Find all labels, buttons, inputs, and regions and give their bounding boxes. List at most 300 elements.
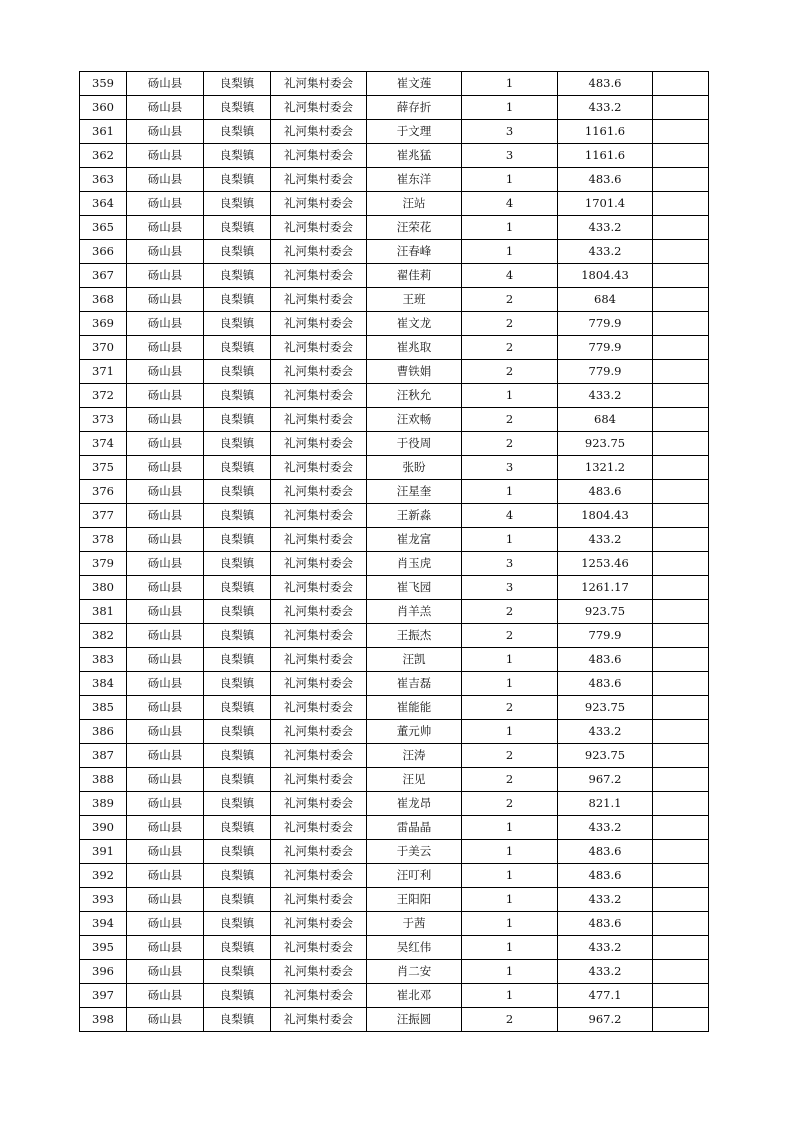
town-cell: 良梨镇 bbox=[204, 576, 271, 600]
amount-cell: 1161.6 bbox=[558, 120, 653, 144]
name-cell: 汪凯 bbox=[367, 648, 462, 672]
amount-cell: 967.2 bbox=[558, 768, 653, 792]
county-cell: 砀山县 bbox=[127, 672, 204, 696]
table-row bbox=[80, 840, 709, 864]
name-cell: 汪欢畅 bbox=[367, 408, 462, 432]
table-row bbox=[80, 96, 709, 120]
county-cell: 砀山县 bbox=[127, 888, 204, 912]
amount-cell: 1161.6 bbox=[558, 144, 653, 168]
county-cell: 砀山县 bbox=[127, 600, 204, 624]
village-committee-cell: 礼河集村委会 bbox=[271, 648, 367, 672]
amount-cell: 433.2 bbox=[558, 528, 653, 552]
amount-cell: 483.6 bbox=[558, 864, 653, 888]
town-cell: 良梨镇 bbox=[204, 144, 271, 168]
town-cell: 良梨镇 bbox=[204, 1008, 271, 1032]
row-number-cell: 386 bbox=[80, 720, 127, 744]
amount-cell: 433.2 bbox=[558, 96, 653, 120]
county-cell: 砀山县 bbox=[127, 552, 204, 576]
table-row bbox=[80, 600, 709, 624]
village-committee-cell: 礼河集村委会 bbox=[271, 912, 367, 936]
remarks-cell bbox=[653, 792, 709, 816]
village-committee-cell: 礼河集村委会 bbox=[271, 336, 367, 360]
town-cell: 良梨镇 bbox=[204, 312, 271, 336]
name-cell: 汪春峰 bbox=[367, 240, 462, 264]
table-row bbox=[80, 360, 709, 384]
household-size-cell: 1 bbox=[462, 720, 558, 744]
row-number-cell: 393 bbox=[80, 888, 127, 912]
household-size-cell: 1 bbox=[462, 96, 558, 120]
village-committee-cell: 礼河集村委会 bbox=[271, 840, 367, 864]
amount-cell: 1253.46 bbox=[558, 552, 653, 576]
county-cell: 砀山县 bbox=[127, 384, 204, 408]
name-cell: 崔兆猛 bbox=[367, 144, 462, 168]
town-cell: 良梨镇 bbox=[204, 984, 271, 1008]
name-cell: 于文理 bbox=[367, 120, 462, 144]
row-number-cell: 378 bbox=[80, 528, 127, 552]
household-size-cell: 2 bbox=[462, 792, 558, 816]
town-cell: 良梨镇 bbox=[204, 552, 271, 576]
county-cell: 砀山县 bbox=[127, 696, 204, 720]
county-cell: 砀山县 bbox=[127, 288, 204, 312]
table-row bbox=[80, 432, 709, 456]
name-cell: 崔龙富 bbox=[367, 528, 462, 552]
village-committee-cell: 礼河集村委会 bbox=[271, 960, 367, 984]
town-cell: 良梨镇 bbox=[204, 624, 271, 648]
village-committee-cell: 礼河集村委会 bbox=[271, 432, 367, 456]
name-cell: 吴红伟 bbox=[367, 936, 462, 960]
table-row bbox=[80, 240, 709, 264]
name-cell: 汪荣花 bbox=[367, 216, 462, 240]
county-cell: 砀山县 bbox=[127, 792, 204, 816]
remarks-cell bbox=[653, 216, 709, 240]
row-number-cell: 392 bbox=[80, 864, 127, 888]
remarks-cell bbox=[653, 72, 709, 96]
amount-cell: 433.2 bbox=[558, 216, 653, 240]
amount-cell: 483.6 bbox=[558, 480, 653, 504]
village-committee-cell: 礼河集村委会 bbox=[271, 600, 367, 624]
household-size-cell: 2 bbox=[462, 312, 558, 336]
table-row bbox=[80, 720, 709, 744]
remarks-cell bbox=[653, 168, 709, 192]
table-row bbox=[80, 864, 709, 888]
table-body bbox=[80, 72, 709, 1032]
name-cell: 肖玉虎 bbox=[367, 552, 462, 576]
amount-cell: 1804.43 bbox=[558, 504, 653, 528]
household-size-cell: 4 bbox=[462, 264, 558, 288]
town-cell: 良梨镇 bbox=[204, 504, 271, 528]
county-cell: 砀山县 bbox=[127, 864, 204, 888]
row-number-cell: 366 bbox=[80, 240, 127, 264]
county-cell: 砀山县 bbox=[127, 72, 204, 96]
row-number-cell: 379 bbox=[80, 552, 127, 576]
amount-cell: 923.75 bbox=[558, 744, 653, 768]
remarks-cell bbox=[653, 864, 709, 888]
table-row bbox=[80, 960, 709, 984]
table-row bbox=[80, 312, 709, 336]
village-committee-cell: 礼河集村委会 bbox=[271, 216, 367, 240]
name-cell: 汪星奎 bbox=[367, 480, 462, 504]
row-number-cell: 374 bbox=[80, 432, 127, 456]
village-committee-cell: 礼河集村委会 bbox=[271, 312, 367, 336]
row-number-cell: 381 bbox=[80, 600, 127, 624]
name-cell: 王振杰 bbox=[367, 624, 462, 648]
table-row bbox=[80, 984, 709, 1008]
name-cell: 于茜 bbox=[367, 912, 462, 936]
household-size-cell: 1 bbox=[462, 912, 558, 936]
village-committee-cell: 礼河集村委会 bbox=[271, 384, 367, 408]
town-cell: 良梨镇 bbox=[204, 336, 271, 360]
town-cell: 良梨镇 bbox=[204, 648, 271, 672]
table-row bbox=[80, 192, 709, 216]
town-cell: 良梨镇 bbox=[204, 432, 271, 456]
amount-cell: 1804.43 bbox=[558, 264, 653, 288]
county-cell: 砀山县 bbox=[127, 96, 204, 120]
remarks-cell bbox=[653, 912, 709, 936]
row-number-cell: 391 bbox=[80, 840, 127, 864]
amount-cell: 923.75 bbox=[558, 696, 653, 720]
village-committee-cell: 礼河集村委会 bbox=[271, 96, 367, 120]
remarks-cell bbox=[653, 840, 709, 864]
remarks-cell bbox=[653, 816, 709, 840]
name-cell: 薛存折 bbox=[367, 96, 462, 120]
county-cell: 砀山县 bbox=[127, 192, 204, 216]
town-cell: 良梨镇 bbox=[204, 744, 271, 768]
county-cell: 砀山县 bbox=[127, 624, 204, 648]
household-size-cell: 2 bbox=[462, 432, 558, 456]
row-number-cell: 361 bbox=[80, 120, 127, 144]
remarks-cell bbox=[653, 360, 709, 384]
county-cell: 砀山县 bbox=[127, 984, 204, 1008]
village-committee-cell: 礼河集村委会 bbox=[271, 864, 367, 888]
village-committee-cell: 礼河集村委会 bbox=[271, 744, 367, 768]
town-cell: 良梨镇 bbox=[204, 168, 271, 192]
village-committee-cell: 礼河集村委会 bbox=[271, 360, 367, 384]
town-cell: 良梨镇 bbox=[204, 456, 271, 480]
county-cell: 砀山县 bbox=[127, 456, 204, 480]
row-number-cell: 359 bbox=[80, 72, 127, 96]
row-number-cell: 383 bbox=[80, 648, 127, 672]
amount-cell: 483.6 bbox=[558, 672, 653, 696]
household-size-cell: 3 bbox=[462, 576, 558, 600]
village-committee-cell: 礼河集村委会 bbox=[271, 408, 367, 432]
amount-cell: 433.2 bbox=[558, 960, 653, 984]
row-number-cell: 368 bbox=[80, 288, 127, 312]
remarks-cell bbox=[653, 264, 709, 288]
name-cell: 肖二安 bbox=[367, 960, 462, 984]
name-cell: 崔北邓 bbox=[367, 984, 462, 1008]
remarks-cell bbox=[653, 456, 709, 480]
name-cell: 崔兆取 bbox=[367, 336, 462, 360]
village-committee-cell: 礼河集村委会 bbox=[271, 552, 367, 576]
table-row bbox=[80, 1008, 709, 1032]
county-cell: 砀山县 bbox=[127, 120, 204, 144]
county-cell: 砀山县 bbox=[127, 504, 204, 528]
table-row bbox=[80, 144, 709, 168]
row-number-cell: 365 bbox=[80, 216, 127, 240]
county-cell: 砀山县 bbox=[127, 336, 204, 360]
county-cell: 砀山县 bbox=[127, 744, 204, 768]
row-number-cell: 398 bbox=[80, 1008, 127, 1032]
name-cell: 崔能能 bbox=[367, 696, 462, 720]
remarks-cell bbox=[653, 552, 709, 576]
household-size-cell: 4 bbox=[462, 192, 558, 216]
village-committee-cell: 礼河集村委会 bbox=[271, 624, 367, 648]
household-size-cell: 2 bbox=[462, 624, 558, 648]
amount-cell: 779.9 bbox=[558, 312, 653, 336]
row-number-cell: 396 bbox=[80, 960, 127, 984]
household-size-cell: 1 bbox=[462, 216, 558, 240]
remarks-cell bbox=[653, 288, 709, 312]
town-cell: 良梨镇 bbox=[204, 864, 271, 888]
household-size-cell: 4 bbox=[462, 504, 558, 528]
remarks-cell bbox=[653, 672, 709, 696]
name-cell: 王班 bbox=[367, 288, 462, 312]
table-row bbox=[80, 912, 709, 936]
remarks-cell bbox=[653, 480, 709, 504]
town-cell: 良梨镇 bbox=[204, 192, 271, 216]
household-size-cell: 1 bbox=[462, 168, 558, 192]
name-cell: 崔东洋 bbox=[367, 168, 462, 192]
amount-cell: 483.6 bbox=[558, 912, 653, 936]
amount-cell: 433.2 bbox=[558, 720, 653, 744]
household-size-cell: 1 bbox=[462, 528, 558, 552]
remarks-cell bbox=[653, 600, 709, 624]
town-cell: 良梨镇 bbox=[204, 768, 271, 792]
name-cell: 翟佳莉 bbox=[367, 264, 462, 288]
household-size-cell: 2 bbox=[462, 288, 558, 312]
town-cell: 良梨镇 bbox=[204, 816, 271, 840]
county-cell: 砀山县 bbox=[127, 960, 204, 984]
village-committee-cell: 礼河集村委会 bbox=[271, 72, 367, 96]
town-cell: 良梨镇 bbox=[204, 240, 271, 264]
village-committee-cell: 礼河集村委会 bbox=[271, 528, 367, 552]
village-committee-cell: 礼河集村委会 bbox=[271, 984, 367, 1008]
amount-cell: 433.2 bbox=[558, 240, 653, 264]
village-committee-cell: 礼河集村委会 bbox=[271, 240, 367, 264]
remarks-cell bbox=[653, 144, 709, 168]
village-committee-cell: 礼河集村委会 bbox=[271, 936, 367, 960]
household-size-cell: 1 bbox=[462, 960, 558, 984]
table-row bbox=[80, 528, 709, 552]
table-row bbox=[80, 576, 709, 600]
county-cell: 砀山县 bbox=[127, 264, 204, 288]
household-size-cell: 3 bbox=[462, 552, 558, 576]
county-cell: 砀山县 bbox=[127, 168, 204, 192]
name-cell: 汪振圆 bbox=[367, 1008, 462, 1032]
row-number-cell: 394 bbox=[80, 912, 127, 936]
household-size-cell: 1 bbox=[462, 672, 558, 696]
remarks-cell bbox=[653, 384, 709, 408]
amount-cell: 779.9 bbox=[558, 360, 653, 384]
village-committee-cell: 礼河集村委会 bbox=[271, 1008, 367, 1032]
town-cell: 良梨镇 bbox=[204, 840, 271, 864]
town-cell: 良梨镇 bbox=[204, 96, 271, 120]
county-cell: 砀山县 bbox=[127, 936, 204, 960]
name-cell: 崔吉磊 bbox=[367, 672, 462, 696]
village-committee-cell: 礼河集村委会 bbox=[271, 888, 367, 912]
row-number-cell: 370 bbox=[80, 336, 127, 360]
row-number-cell: 397 bbox=[80, 984, 127, 1008]
remarks-cell bbox=[653, 624, 709, 648]
household-size-cell: 1 bbox=[462, 240, 558, 264]
row-number-cell: 367 bbox=[80, 264, 127, 288]
row-number-cell: 362 bbox=[80, 144, 127, 168]
household-size-cell: 1 bbox=[462, 648, 558, 672]
remarks-cell bbox=[653, 720, 709, 744]
village-committee-cell: 礼河集村委会 bbox=[271, 672, 367, 696]
row-number-cell: 376 bbox=[80, 480, 127, 504]
amount-cell: 1321.2 bbox=[558, 456, 653, 480]
county-cell: 砀山县 bbox=[127, 1008, 204, 1032]
remarks-cell bbox=[653, 768, 709, 792]
row-number-cell: 369 bbox=[80, 312, 127, 336]
household-size-cell: 1 bbox=[462, 816, 558, 840]
household-size-cell: 1 bbox=[462, 984, 558, 1008]
row-number-cell: 364 bbox=[80, 192, 127, 216]
row-number-cell: 380 bbox=[80, 576, 127, 600]
row-number-cell: 389 bbox=[80, 792, 127, 816]
row-number-cell: 390 bbox=[80, 816, 127, 840]
county-cell: 砀山县 bbox=[127, 432, 204, 456]
amount-cell: 684 bbox=[558, 288, 653, 312]
county-cell: 砀山县 bbox=[127, 528, 204, 552]
row-number-cell: 371 bbox=[80, 360, 127, 384]
remarks-cell bbox=[653, 936, 709, 960]
remarks-cell bbox=[653, 576, 709, 600]
name-cell: 于役周 bbox=[367, 432, 462, 456]
table-row bbox=[80, 744, 709, 768]
name-cell: 王阳阳 bbox=[367, 888, 462, 912]
county-cell: 砀山县 bbox=[127, 720, 204, 744]
county-cell: 砀山县 bbox=[127, 576, 204, 600]
town-cell: 良梨镇 bbox=[204, 408, 271, 432]
household-size-cell: 2 bbox=[462, 696, 558, 720]
village-committee-cell: 礼河集村委会 bbox=[271, 696, 367, 720]
village-committee-cell: 礼河集村委会 bbox=[271, 144, 367, 168]
county-cell: 砀山县 bbox=[127, 216, 204, 240]
amount-cell: 433.2 bbox=[558, 384, 653, 408]
table-row bbox=[80, 336, 709, 360]
amount-cell: 967.2 bbox=[558, 1008, 653, 1032]
name-cell: 崔文莲 bbox=[367, 72, 462, 96]
amount-cell: 684 bbox=[558, 408, 653, 432]
name-cell: 王新淼 bbox=[367, 504, 462, 528]
household-size-cell: 2 bbox=[462, 408, 558, 432]
amount-cell: 483.6 bbox=[558, 168, 653, 192]
household-size-cell: 2 bbox=[462, 600, 558, 624]
town-cell: 良梨镇 bbox=[204, 936, 271, 960]
table-row bbox=[80, 480, 709, 504]
table-row bbox=[80, 456, 709, 480]
row-number-cell: 384 bbox=[80, 672, 127, 696]
table-row bbox=[80, 936, 709, 960]
table-row bbox=[80, 624, 709, 648]
amount-cell: 1701.4 bbox=[558, 192, 653, 216]
row-number-cell: 377 bbox=[80, 504, 127, 528]
village-committee-cell: 礼河集村委会 bbox=[271, 192, 367, 216]
household-size-cell: 2 bbox=[462, 744, 558, 768]
table-row bbox=[80, 552, 709, 576]
village-committee-cell: 礼河集村委会 bbox=[271, 288, 367, 312]
household-size-cell: 2 bbox=[462, 1008, 558, 1032]
name-cell: 崔龙昂 bbox=[367, 792, 462, 816]
table-row bbox=[80, 408, 709, 432]
table-row bbox=[80, 792, 709, 816]
town-cell: 良梨镇 bbox=[204, 960, 271, 984]
remarks-cell bbox=[653, 432, 709, 456]
name-cell: 汪叮利 bbox=[367, 864, 462, 888]
name-cell: 汪秋允 bbox=[367, 384, 462, 408]
household-size-cell: 2 bbox=[462, 360, 558, 384]
name-cell: 于美云 bbox=[367, 840, 462, 864]
town-cell: 良梨镇 bbox=[204, 696, 271, 720]
town-cell: 良梨镇 bbox=[204, 480, 271, 504]
amount-cell: 1261.17 bbox=[558, 576, 653, 600]
village-committee-cell: 礼河集村委会 bbox=[271, 816, 367, 840]
village-committee-cell: 礼河集村委会 bbox=[271, 120, 367, 144]
household-size-cell: 3 bbox=[462, 120, 558, 144]
household-size-cell: 1 bbox=[462, 480, 558, 504]
town-cell: 良梨镇 bbox=[204, 912, 271, 936]
county-cell: 砀山县 bbox=[127, 480, 204, 504]
amount-cell: 923.75 bbox=[558, 600, 653, 624]
name-cell: 雷晶晶 bbox=[367, 816, 462, 840]
table-row bbox=[80, 384, 709, 408]
town-cell: 良梨镇 bbox=[204, 600, 271, 624]
row-number-cell: 372 bbox=[80, 384, 127, 408]
village-committee-cell: 礼河集村委会 bbox=[271, 168, 367, 192]
name-cell: 董元帅 bbox=[367, 720, 462, 744]
amount-cell: 821.1 bbox=[558, 792, 653, 816]
remarks-cell bbox=[653, 528, 709, 552]
household-size-cell: 3 bbox=[462, 144, 558, 168]
town-cell: 良梨镇 bbox=[204, 672, 271, 696]
household-size-cell: 1 bbox=[462, 888, 558, 912]
remarks-cell bbox=[653, 648, 709, 672]
county-cell: 砀山县 bbox=[127, 768, 204, 792]
remarks-cell bbox=[653, 96, 709, 120]
household-size-cell: 1 bbox=[462, 864, 558, 888]
remarks-cell bbox=[653, 336, 709, 360]
row-number-cell: 385 bbox=[80, 696, 127, 720]
county-cell: 砀山县 bbox=[127, 912, 204, 936]
name-cell: 肖羊羔 bbox=[367, 600, 462, 624]
table-row bbox=[80, 816, 709, 840]
town-cell: 良梨镇 bbox=[204, 720, 271, 744]
amount-cell: 433.2 bbox=[558, 936, 653, 960]
household-size-cell: 1 bbox=[462, 936, 558, 960]
amount-cell: 433.2 bbox=[558, 816, 653, 840]
town-cell: 良梨镇 bbox=[204, 264, 271, 288]
table-row bbox=[80, 648, 709, 672]
village-committee-cell: 礼河集村委会 bbox=[271, 504, 367, 528]
table-row bbox=[80, 168, 709, 192]
remarks-cell bbox=[653, 504, 709, 528]
row-number-cell: 360 bbox=[80, 96, 127, 120]
amount-cell: 483.6 bbox=[558, 72, 653, 96]
amount-cell: 483.6 bbox=[558, 840, 653, 864]
household-size-cell: 1 bbox=[462, 840, 558, 864]
table-row bbox=[80, 888, 709, 912]
name-cell: 汪涛 bbox=[367, 744, 462, 768]
remarks-cell bbox=[653, 1008, 709, 1032]
remarks-cell bbox=[653, 960, 709, 984]
table-row bbox=[80, 120, 709, 144]
town-cell: 良梨镇 bbox=[204, 888, 271, 912]
name-cell: 汪见 bbox=[367, 768, 462, 792]
village-committee-cell: 礼河集村委会 bbox=[271, 456, 367, 480]
remarks-cell bbox=[653, 312, 709, 336]
